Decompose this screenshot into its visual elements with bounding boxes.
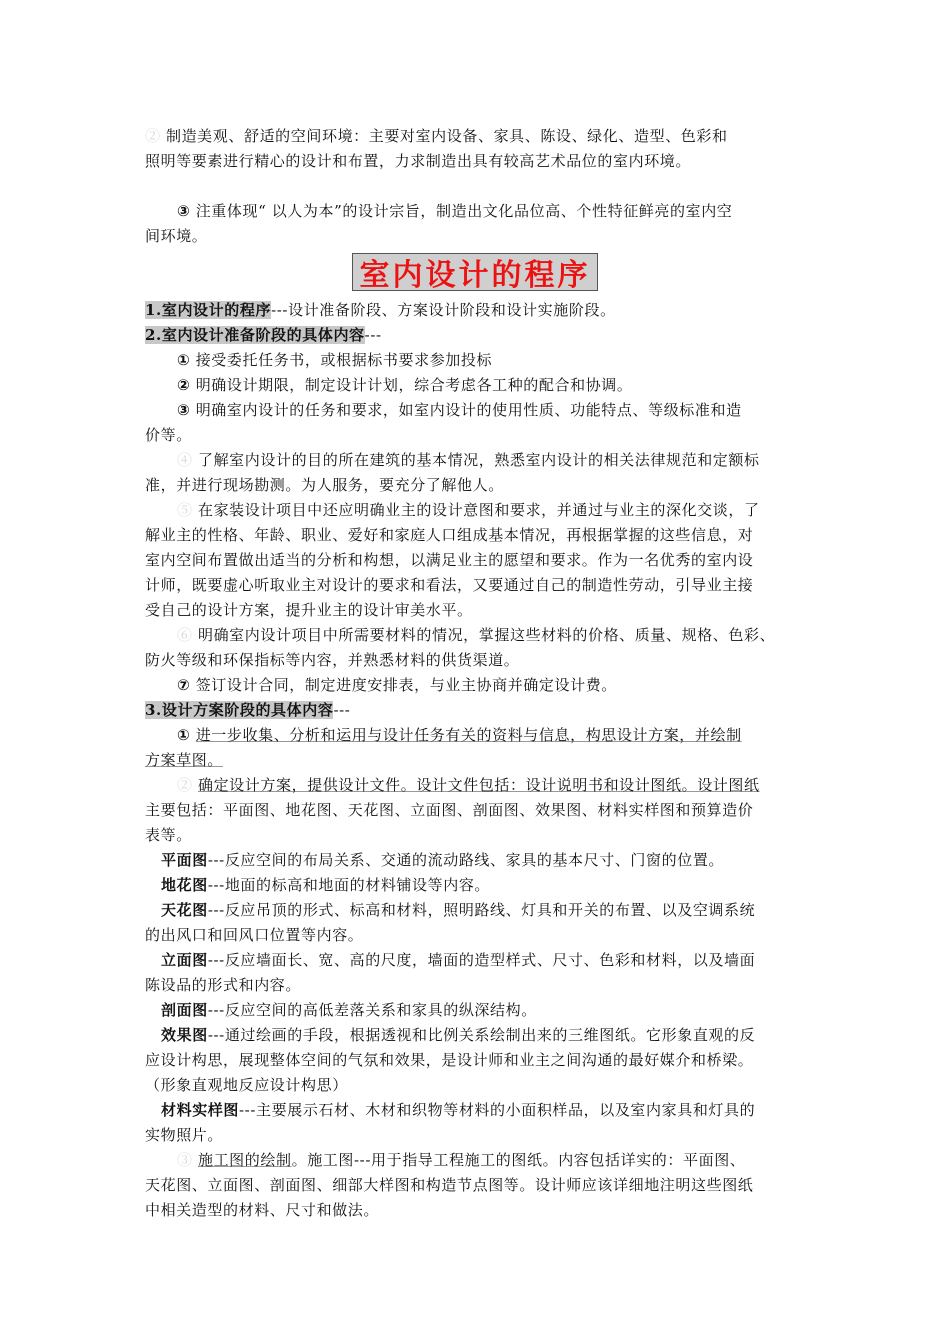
intro-line-1: ② 制造美观、舒适的空间环境：主要对室内设备、家具、陈设、绿化、造型、色彩和 bbox=[145, 127, 728, 145]
section-2-item-3: ③ 明确室内设计的任务和要求，如室内设计的使用性质、功能特点、等级标准和造 bbox=[177, 401, 742, 419]
section-2-item-1: ① 接受委托任务书，或根据标书要求参加投标 bbox=[177, 351, 493, 369]
section-3-item-2-line-2: 主要包括：平面图、地花图、天花图、立面图、剖面图、效果图、材料实样图和预算造价 bbox=[145, 801, 754, 819]
section-1-heading: 1.室内设计的程序 bbox=[145, 301, 272, 319]
section-2-item-4: ④ 了解室内设计的目的所在建筑的基本情况，熟悉室内设计的相关法律规范和定额标 bbox=[177, 451, 760, 469]
term-ceiling-plan-cont: 的出风口和回风口位置等内容。 bbox=[145, 926, 364, 944]
term-rendering-line-3: （形象直观地反应设计构思） bbox=[145, 1076, 348, 1094]
section-3-item-1-cont: 方案草图。 bbox=[145, 751, 224, 769]
term-elevation-cont: 陈设品的形式和内容。 bbox=[145, 976, 302, 994]
section-2-item-7: ⑦ 签订设计合同，制定进度安排表，与业主协商并确定设计费。 bbox=[177, 676, 617, 694]
section-2-item-5-line-4: 计师，既要虚心听取业主对设计的要求和看法，又要通过自己的制造性劳动，引导业主接 bbox=[145, 576, 754, 594]
term-rendering-line-2: 应设计构思，展现整体空间的气氛和效果，是设计师和业主之间沟通的最好媒介和桥梁。 bbox=[145, 1051, 754, 1069]
section-2-item-3-cont: 价等。 bbox=[145, 426, 192, 444]
section-2-item-4-cont: 准，并进行现场勘测。为人服务，要充分了解他人。 bbox=[145, 476, 504, 494]
section-3-item-1: ① 进一步收集、分析和运用与设计任务有关的资料与信息，构思设计方案，并绘制 bbox=[177, 726, 742, 744]
section-3-heading-line: 3.设计方案阶段的具体内容--- bbox=[145, 701, 351, 719]
term-ceiling-plan: 天花图---反应吊顶的形式、标高和材料，照明路线、灯具和开关的布置、以及空调系统 bbox=[161, 901, 756, 919]
section-2-heading: 2.室内设计准备阶段的具体内容 bbox=[145, 326, 365, 344]
section-2-heading-line: 2.室内设计准备阶段的具体内容--- bbox=[145, 326, 382, 344]
term-material-samples: 材料实样图---主要展示石材、木材和织物等材料的小面积样品，以及室内家具和灯具的 bbox=[161, 1101, 756, 1119]
intro-line-2: 照明等要素进行精心的设计和布置，力求制造出具有较高艺术品位的室内环境。 bbox=[145, 152, 692, 170]
intro-line-4: ③ 注重体现“ 以人为本”的设计宗旨，制造出文化品位高、个性特征鲜亮的室内空 bbox=[177, 202, 733, 220]
section-2-item-5-line-2: 解业主的性格、年龄、职业、爱好和家庭人口组成基本情况，再根据掌握的这些信息，对 bbox=[145, 526, 754, 544]
section-2-item-6: ⑥ 明确室内设计项目中所需要材料的情况，掌握这些材料的价格、质量、规格、色彩、 bbox=[177, 626, 776, 644]
section-2-item-5-line-3: 室内空间布置做出适当的分析和构想，以满足业主的愿望和要求。作为一名优秀的室内设 bbox=[145, 551, 754, 569]
section-3-heading: 3.设计方案阶段的具体内容 bbox=[145, 701, 334, 719]
section-2-item-2: ② 明确设计期限，制定设计计划，综合考虑各工种的配合和协调。 bbox=[177, 376, 633, 394]
term-floor-plan: 平面图---反应空间的布局关系、交通的流动路线、家具的基本尺寸、门窗的位置。 bbox=[161, 851, 725, 869]
term-rendering: 效果图---通过绘画的手段，根据透视和比例关系绘制出来的三维图纸。它形象直观的反 bbox=[161, 1026, 756, 1044]
section-2-item-6-cont: 防火等级和环保指标等内容，并熟悉材料的供货渠道。 bbox=[145, 651, 520, 669]
term-section: 剖面图---反应空间的高低差落关系和家具的纵深结构。 bbox=[161, 1001, 537, 1019]
section-2-item-5: ⑤ 在家装设计项目中还应明确业主的设计意图和要求，并通过与业主的深化交谈，了 bbox=[177, 501, 760, 519]
intro-line-5: 间环境。 bbox=[145, 227, 208, 245]
section-3-item-3-line-2: 天花图、立面图、剖面图、细部大样图和构造节点图等。设计师应该详细地注明这些图纸 bbox=[145, 1176, 754, 1194]
page-title: 室内设计的程序 bbox=[352, 253, 598, 291]
section-1: 1.室内设计的程序---设计准备阶段、方案设计阶段和设计实施阶段。 bbox=[145, 301, 616, 319]
faint-bullet: ② bbox=[145, 127, 161, 145]
section-3-item-3-line-3: 中相关造型的材料、尺寸和做法。 bbox=[145, 1201, 380, 1219]
section-3-item-3: ③ 施工图的绘制。施工图---用于指导工程施工的图纸。内容包括详实的：平面图、 bbox=[177, 1151, 746, 1169]
section-2-item-5-line-5: 受自己的设计方案，提升业主的设计审美水平。 bbox=[145, 601, 473, 619]
section-3-item-2: ② 确定设计方案，提供设计文件。设计文件包括：设计说明书和设计图纸。设计图纸 bbox=[177, 776, 760, 794]
term-elevation: 立面图---反应墙面长、宽、高的尺度，墙面的造型样式、尺寸、色彩和材料，以及墙面 bbox=[161, 951, 756, 969]
term-floor-pattern: 地花图---地面的标高和地面的材料铺设等内容。 bbox=[161, 876, 491, 894]
section-3-item-2-line-3: 表等。 bbox=[145, 826, 192, 844]
term-material-samples-cont: 实物照片。 bbox=[145, 1126, 224, 1144]
